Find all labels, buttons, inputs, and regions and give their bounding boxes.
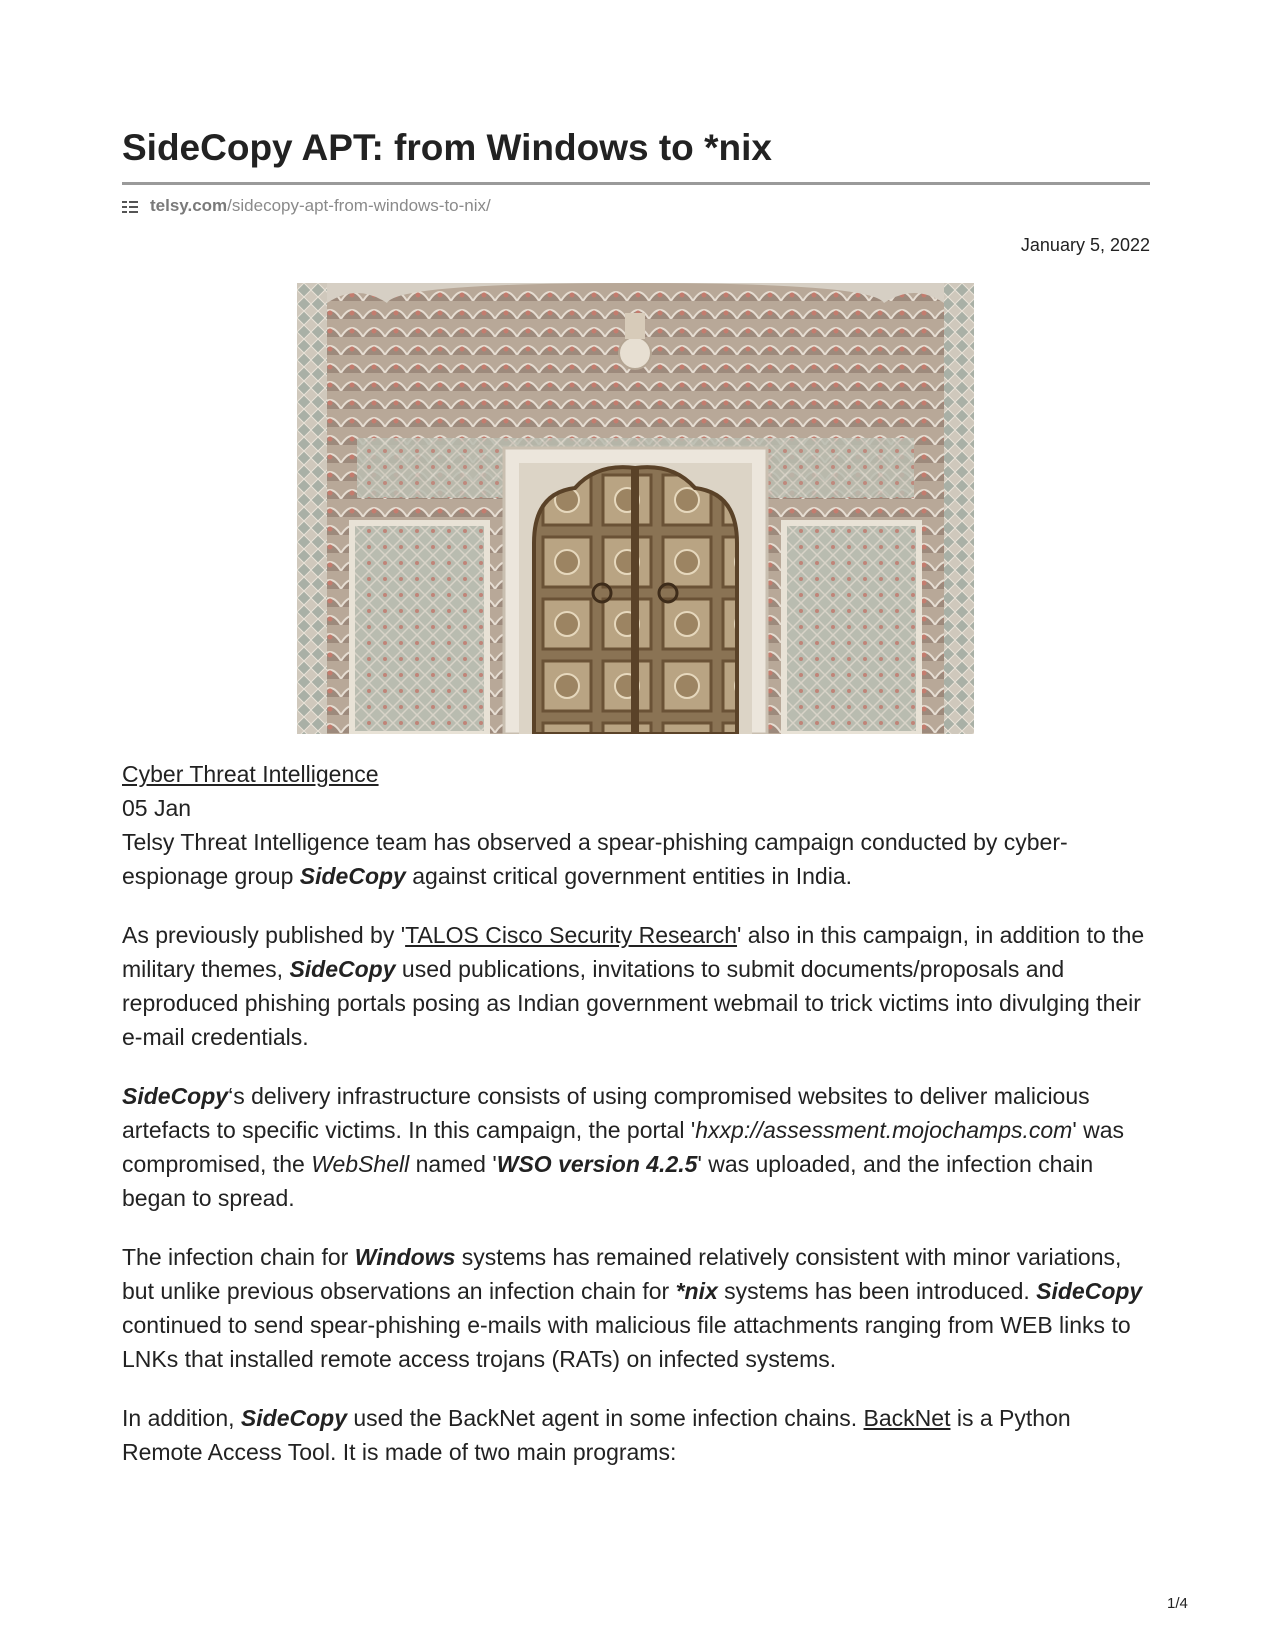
bold-term: WSO version 4.2.5 — [496, 1151, 698, 1177]
source-path: /sidecopy-apt-from-windows-to-nix/ — [227, 196, 491, 215]
paragraph-5: In addition, SideCopy used the BackNet agent in some infection chains. BackNet is a Python Remote Access Tool. It is made of two main programs: — [122, 1405, 1071, 1465]
short-date: 05 Jan — [122, 795, 192, 821]
source-domain: telsy.com — [150, 196, 228, 215]
paragraph-3: SideCopy‘s delivery infrastructure consists of using compromised websites to deliver malicious artefacts to specific victims. In this campaign, the portal 'hxxp://assessment.mojochamps.com' was compromised, the WebShell named 'WSO version 4.2.5' was uploaded, and the infection chain began to spread. — [122, 1083, 1125, 1211]
category-link[interactable]: Cyber Threat Intelligence — [122, 761, 379, 787]
reader-list-icon — [122, 199, 138, 213]
bold-term: SideCopy — [289, 956, 396, 982]
italic-url: hxxp://assessment.mojochamps.com — [695, 1117, 1073, 1143]
ornate-doorway-photo — [297, 283, 974, 734]
bold-term: SideCopy — [1036, 1278, 1143, 1304]
paragraph-1: Telsy Threat Intelligence team has observed a spear-phishing campaign conducted by cyber-espionage group SideCopy against critical government entities in India. — [122, 829, 1068, 889]
page-number: 1/4 — [1167, 1595, 1188, 1612]
bold-term: SideCopy — [240, 1405, 347, 1431]
article-title: SideCopy APT: from Windows to *nix — [122, 127, 772, 168]
bold-term: *nix — [675, 1278, 718, 1304]
paragraph-4: The infection chain for Windows systems has remained relatively consistent with minor variations, but unlike previous observations an infection chain for *nix systems has been introduced. SideCopy continued to send spear-phishing e-mails with malicious file attachments ranging from WEB links to LNKs that installed remote access trojans (RATs) on infected systems. — [122, 1244, 1143, 1372]
article-body — [122, 757, 1150, 1469]
title-divider — [122, 182, 1150, 185]
category-link-line — [122, 757, 1150, 791]
bold-term: Windows — [354, 1244, 456, 1270]
source-url[interactable] — [122, 196, 491, 216]
publish-date: January 5, 2022 — [1020, 235, 1150, 255]
paragraph-2: As previously published by 'TALOS Cisco Security Research' also in this campaign, in addition to the military themes, SideCopy used publications, invitations to submit documents/proposals and reproduced phishing portals posing as Indian government webmail to trick victims into divulging their e-mail credentials. — [122, 922, 1145, 1050]
hero-image — [297, 283, 974, 734]
bold-term: SideCopy — [122, 1083, 229, 1109]
bold-term: SideCopy — [299, 863, 406, 889]
italic-term: WebShell — [311, 1151, 410, 1177]
backnet-link[interactable]: BackNet — [863, 1405, 951, 1431]
talos-link[interactable]: TALOS Cisco Security Research — [405, 922, 738, 948]
